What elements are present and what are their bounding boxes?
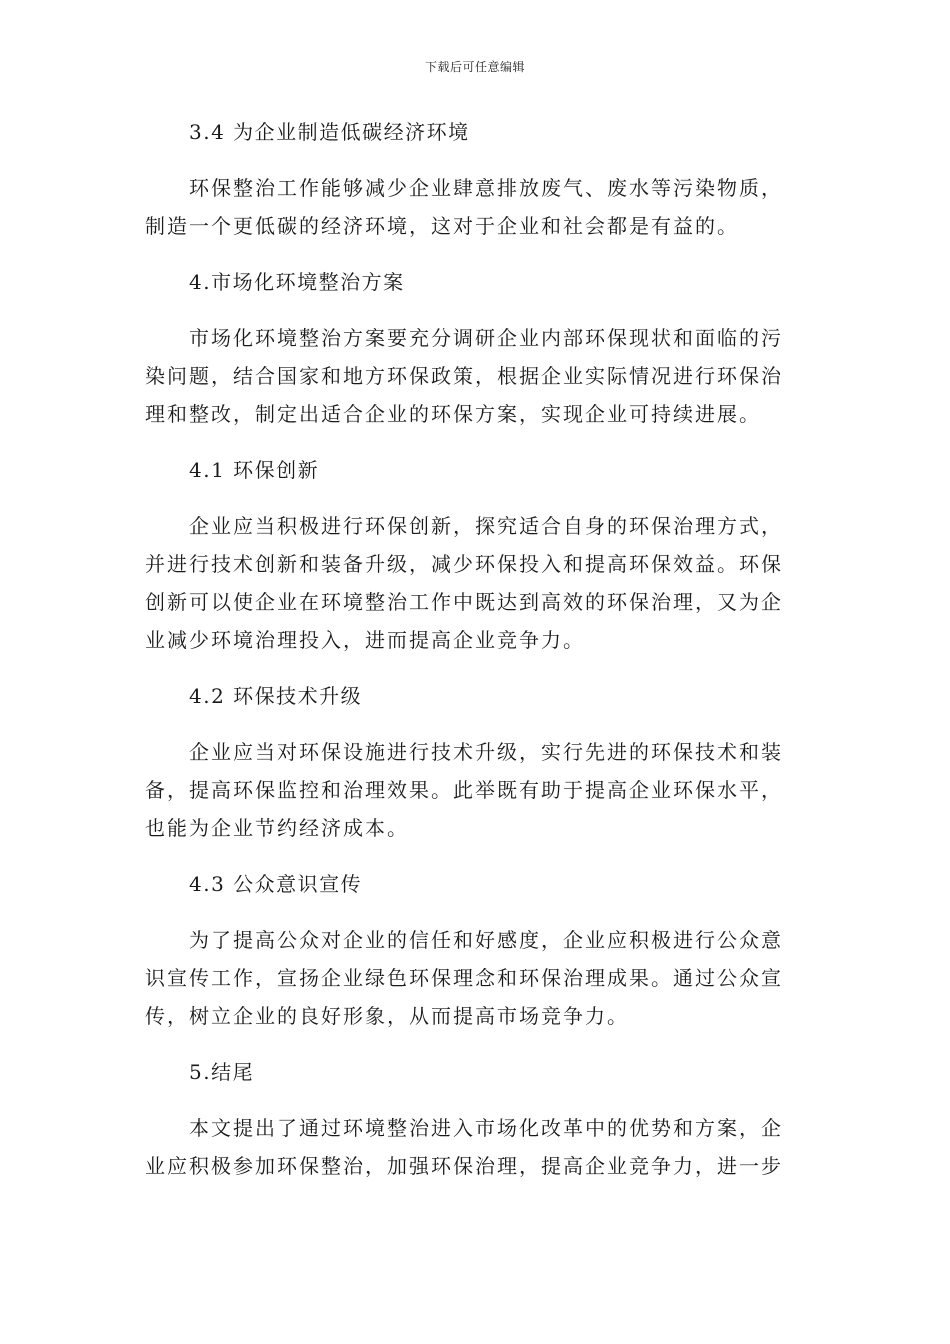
block-gap (145, 151, 795, 169)
paragraph-line: 业应积极参加环保整治，加强环保治理，提高企业竞争力，进一步 (145, 1154, 783, 1178)
block-gap (145, 659, 795, 677)
header-note: 下载后可任意编辑 (424, 60, 525, 74)
paragraph (145, 1109, 795, 1185)
paragraph-line: 传，树立企业的良好形象，从而提高市场竞争力。 (145, 1004, 629, 1028)
section-heading: 3.4 为企业制造低碳经济环境 (189, 120, 470, 144)
paragraph-line: 识宣传工作，宣扬企业绿色环保理念和环保治理成果。通过公众宣 (145, 966, 783, 990)
paragraph (145, 507, 795, 659)
paragraph-line: 并进行技术创新和装备升级，减少环保投入和提高环保效益。环保 (145, 552, 783, 576)
block-gap (145, 433, 795, 451)
paragraph-line: 创新可以使企业在环境整治工作中既达到高效的环保治理，又为企 (145, 590, 783, 614)
section-heading: 4.1 环保创新 (189, 458, 320, 482)
paragraph-line: 业减少环境治理投入，进而提高企业竞争力。 (145, 628, 585, 652)
paragraph-line: 企业应当对环保设施进行技术升级，实行先进的环保技术和装 (189, 740, 783, 764)
paragraph-line: 制造一个更低碳的经济环境，这对于企业和社会都是有益的。 (145, 214, 739, 238)
paragraph-line: 备，提高环保监控和治理效果。此举既有助于提高企业环保水平， (145, 778, 783, 802)
block-gap (145, 715, 795, 733)
paragraph-line: 也能为企业节约经济成本。 (145, 816, 409, 840)
paragraph (145, 921, 795, 1035)
block-gap (145, 1091, 795, 1109)
paragraph-line: 环保整治工作能够减少企业肆意排放废气、废水等污染物质， (189, 176, 783, 200)
paragraph-line: 染问题，结合国家和地方环保政策，根据企业实际情况进行环保治 (145, 364, 783, 388)
paragraph-line: 市场化环境整治方案要充分调研企业内部环保现状和面临的污 (189, 326, 783, 350)
section-heading: 4.3 公众意识宣传 (189, 872, 363, 896)
paragraph-line: 为了提高公众对企业的信任和好感度，企业应积极进行公众意 (189, 928, 783, 952)
document-body (145, 113, 795, 1185)
block-gap (145, 847, 795, 865)
paragraph (145, 733, 795, 847)
paragraph (145, 319, 795, 433)
block-gap (145, 301, 795, 319)
block-gap (145, 903, 795, 921)
block-gap (145, 489, 795, 507)
paragraph-line: 本文提出了通过环境整治进入市场化改革中的优势和方案，企 (189, 1116, 783, 1140)
block-gap (145, 1035, 795, 1053)
paragraph-line: 理和整改，制定出适合企业的环保方案，实现企业可持续进展。 (145, 402, 761, 426)
paragraph-line: 企业应当积极进行环保创新，探究适合自身的环保治理方式， (189, 514, 783, 538)
paragraph (145, 169, 795, 245)
section-heading: 4.市场化环境整治方案 (189, 270, 405, 294)
section-heading: 5.结尾 (189, 1060, 255, 1084)
section-heading: 4.2 环保技术升级 (189, 684, 363, 708)
block-gap (145, 245, 795, 263)
